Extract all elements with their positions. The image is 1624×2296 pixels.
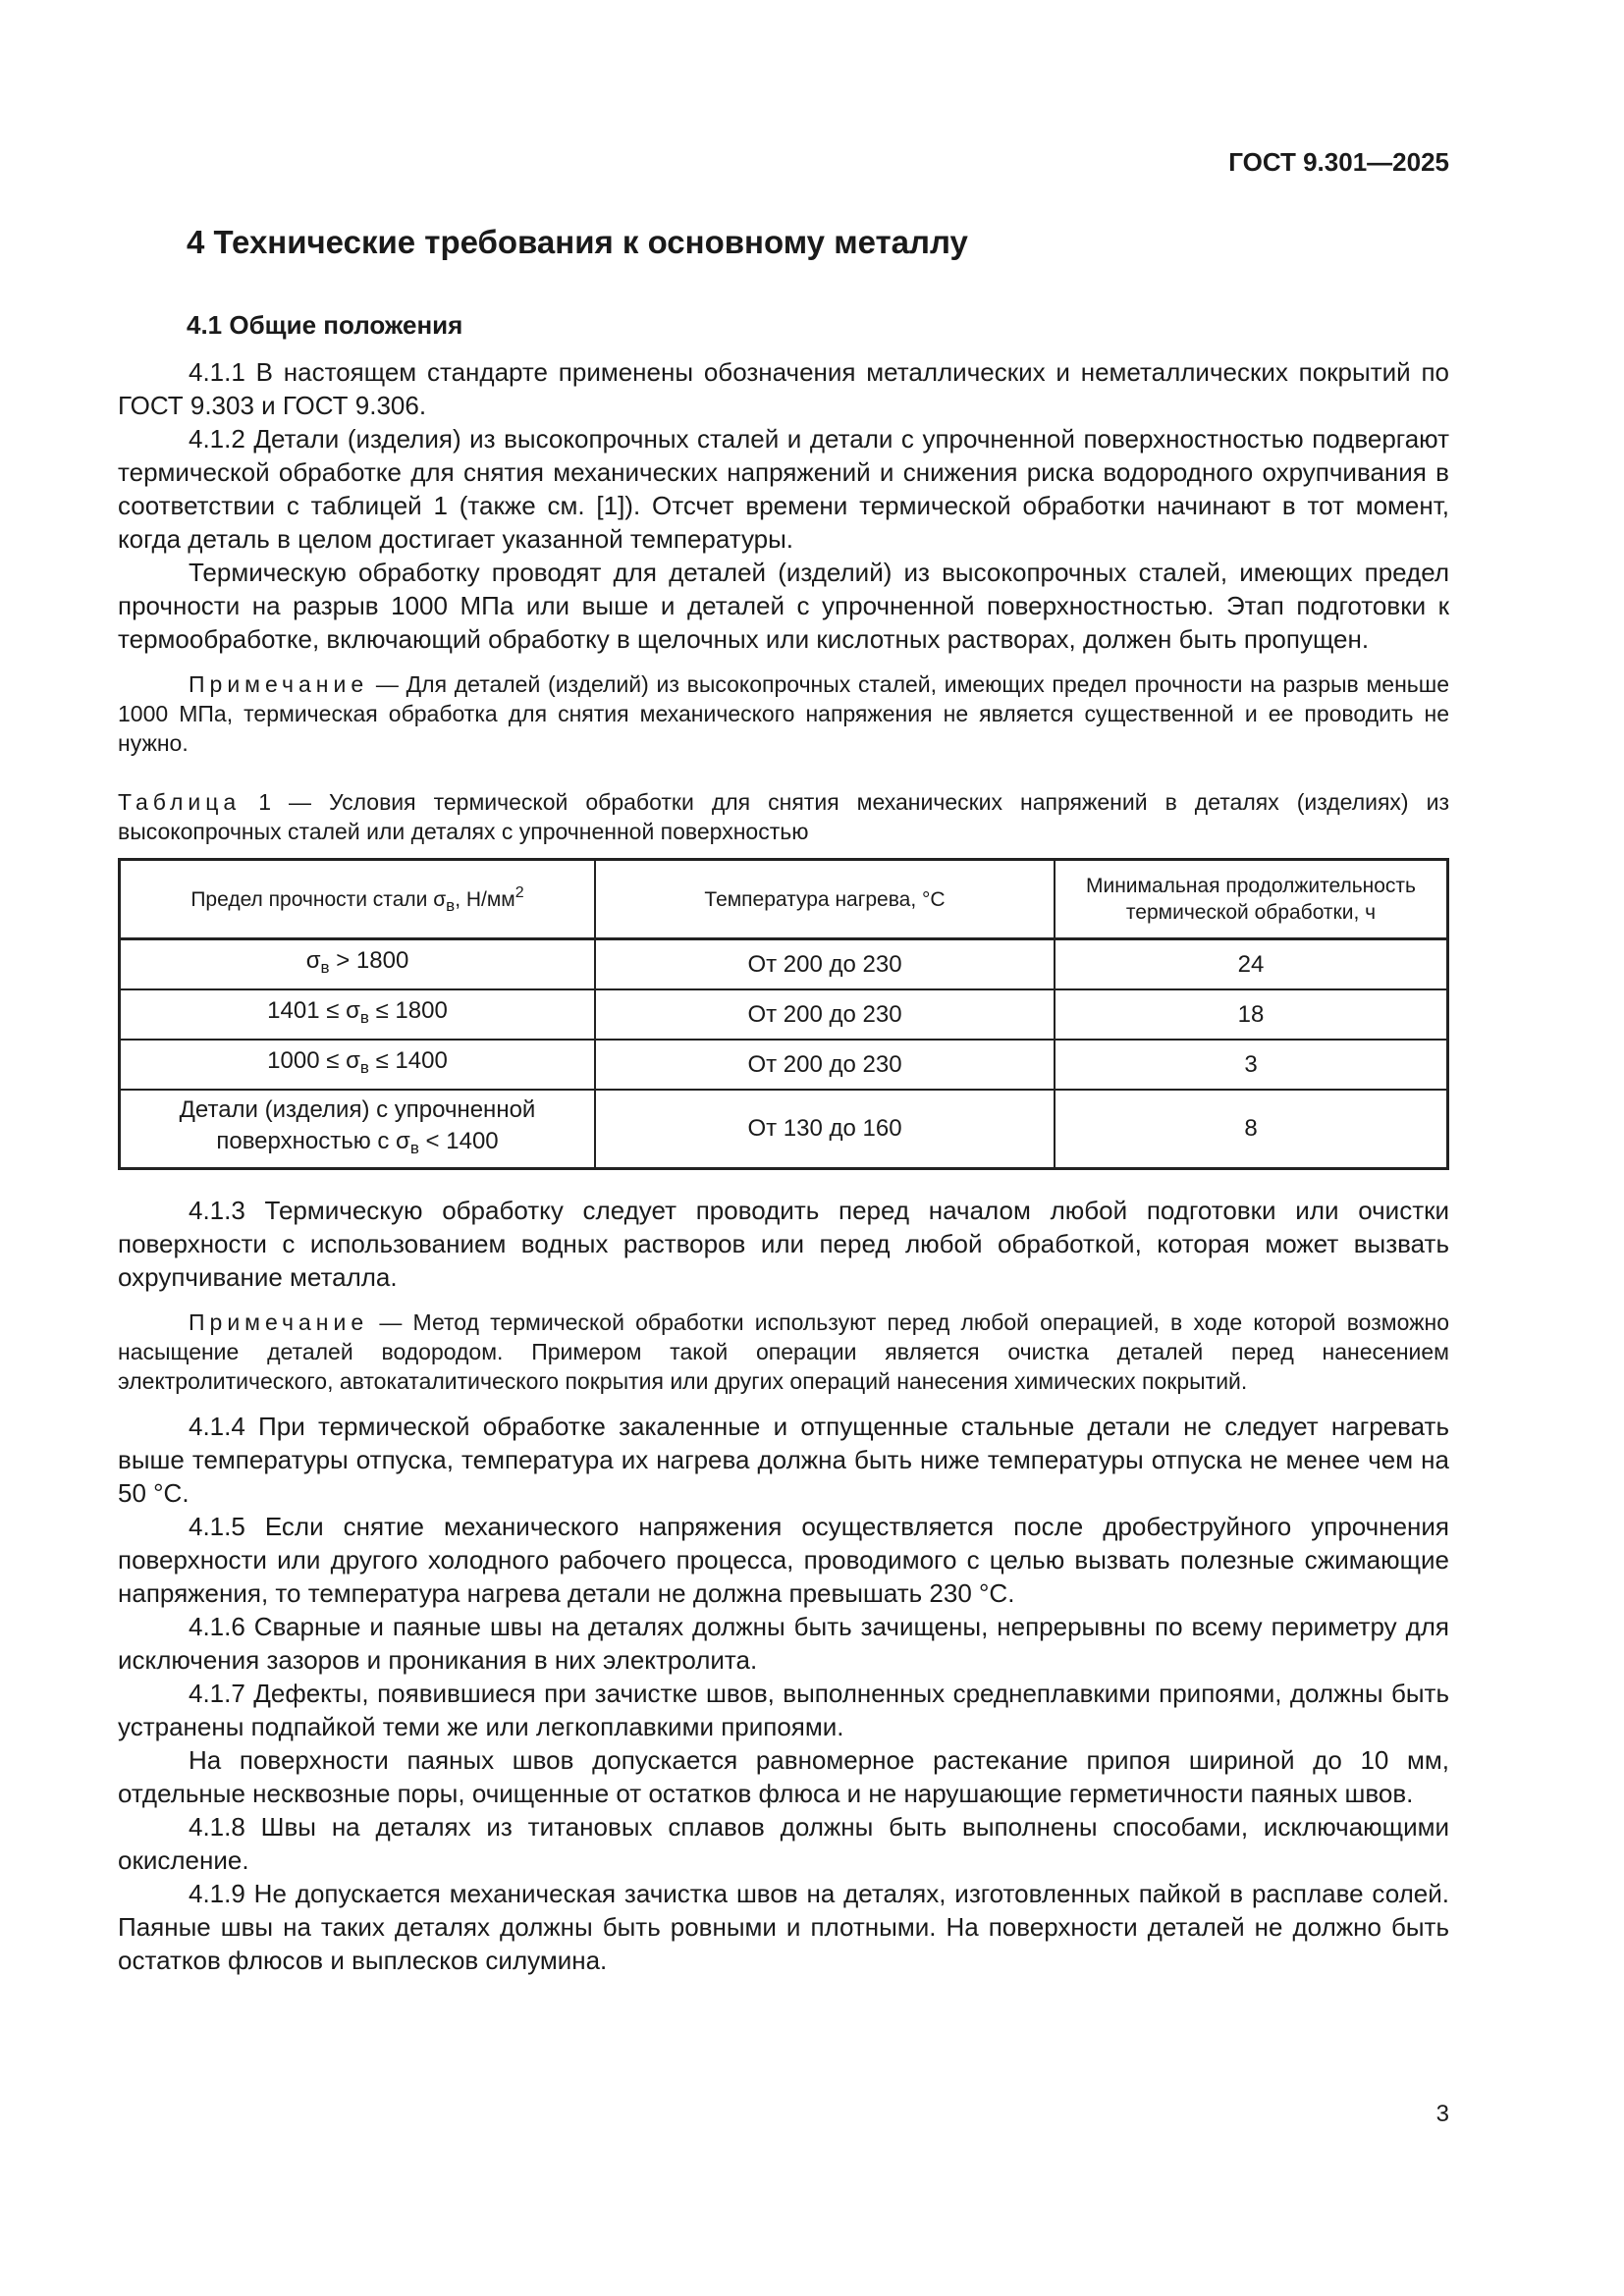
table-row [120,1090,1448,1169]
paragraph-thermal-treatment: Термическую обработку проводят для деталей (изделий) из высокопрочных сталей, имеющих предел прочности на разрыв 1000 МПа или выше и деталей с упрочненной поверхностностью. Этап подготовки к термообработке, включающий обработку в щелочных или кислотных растворах, должен быть пропущен. [118,558,1449,654]
paragraph-4-1-4: 4.1.4 При термической обработке закаленные и отпущенные стальные детали не следует нагревать выше температуры отпуска, температура их нагрева должна быть ниже температуры отпуска не менее чем на 50 °С. [118,1412,1449,1508]
cell-strength: $1401 \le \sigma_в \le 1800$ [120,989,596,1040]
note-2 [118,1308,1449,1396]
cell-strength: $1000 \le \sigma_в \le 1400$ [120,1040,596,1090]
note-1 [118,669,1449,758]
header-temperature: Температура нагрева, °С [595,860,1055,939]
cell-temperature: От 200 до 230 [595,989,1055,1040]
cell-duration: 3 [1055,1040,1448,1090]
cell-strength: $\sigma_в > 1800$ [120,939,596,990]
note-dash: — [368,671,406,697]
table-row [120,1040,1448,1090]
cell-temperature: От 200 до 230 [595,939,1055,990]
paragraph-4-1-7: 4.1.7 Дефекты, появившиеся при зачистке швов, выполненных среднеплавкими припоями, должны быть устранены подпайкой теми же или легкоплавкими припоями. [118,1679,1449,1741]
heat-treatment-table [118,858,1449,1170]
cell-temperature: От 130 до 160 [595,1090,1055,1169]
note-label: Примечание [189,1309,369,1335]
table-caption [118,787,1449,846]
paragraph-solder-surface: На поверхности паяных швов допускается равномерное растекание припоя шириной до 10 мм, отдельные несквозные поры, очищенные от остатков флюса и не нарушающие герметичности паяных швов. [118,1745,1449,1808]
paragraph-4-1-2: 4.1.2 Детали (изделия) из высокопрочных сталей и детали с упрочненной поверхностностью подвергают термической обработке для снятия механических напряжений и снижения риска водородного охрупчивания в соответствии с таблицей 1 (также см. [1]). Отсчет времени термической обработки начинают в тот момент, когда деталь в целом достигает указанной температуры. [118,424,1449,554]
paragraph-4-1-1: 4.1.1 В настоящем стандарте применены обозначения металлических и неметаллических покрытий по ГОСТ 9.303 и ГОСТ 9.306. [118,357,1449,420]
section-title: 4 Технические требования к основному металлу [187,224,968,260]
table-caption-label: Таблица [118,789,242,815]
document-number: ГОСТ 9.301—2025 [1228,147,1449,177]
document-body [118,308,1449,1977]
paragraph-4-1-5: 4.1.5 Если снятие механического напряжения осуществляется после дробеструйного упрочнения поверхности или другого холодного рабочего процесса, проводимого с целью вызвать полезные сжимающие напряжения, то температура нагрева детали не должна превышать 230 °С. [118,1512,1449,1608]
header-duration: Минимальная продолжительность термической обработки, ч [1055,860,1448,939]
cell-duration: 24 [1055,939,1448,990]
cell-temperature: От 200 до 230 [595,1040,1055,1090]
page-number: 3 [1435,2101,1449,2127]
subsection-title: 4.1 Общие положения [187,310,463,340]
note-1-text: Для деталей (изделий) из высокопрочных сталей, имеющих предел прочности на разрыв меньше 1000 МПа, термическая обработка для снятия механического напряжения не является существенной и ее проводить не нужно. [118,671,1450,756]
table-row [120,939,1448,990]
table-caption-number: 1 — [241,789,330,815]
header-strength: Предел прочности стали $\sigma_в$, $Н/мм^2$ [120,860,596,939]
cell-duration: 8 [1055,1090,1448,1169]
cell-strength: Детали (изделия) с упрочненной поверхностью с $\sigma_в < 1400$ [120,1090,596,1169]
paragraph-4-1-3: 4.1.3 Термическую обработку следует проводить перед началом любой подготовки или очистки поверхности с использованием водных растворов или перед любой обработкой, которая может вызвать охрупчивание металла. [118,1196,1449,1292]
table-row [120,989,1448,1040]
table-header-row [120,860,1448,939]
note-label: Примечание [189,671,369,697]
paragraph-4-1-8: 4.1.8 Швы на деталях из титановых сплавов должны быть выполнены способами, исключающими окисление. [118,1812,1449,1875]
paragraph-4-1-9: 4.1.9 Не допускается механическая зачистка швов на деталях, изготовленных пайкой в расплаве солей. Паяные швы на таких деталях должны быть ровными и плотными. На поверхности деталей не должно быть остатков флюсов и выплесков силумина. [118,1879,1449,1975]
note-dash: — [368,1309,413,1335]
cell-duration: 18 [1055,989,1448,1040]
paragraph-4-1-6: 4.1.6 Сварные и паяные швы на деталях должны быть зачищены, непрерывны по всему периметру для исключения зазоров и проникания в них электролита. [118,1612,1449,1675]
table-caption-text: Условия термической обработки для снятия механических напряжений в деталях (изделиях) из высокопрочных сталей или деталях с упрочненной поверхностью [118,789,1449,844]
note-2-text: Метод термической обработки используют перед любой операцией, в ходе которой возможно насыщение деталей водородом. Примером такой операции является очистка деталей перед нанесением электролитического, автокаталитического покрытия или других операций нанесения химических покрытий. [118,1309,1449,1394]
